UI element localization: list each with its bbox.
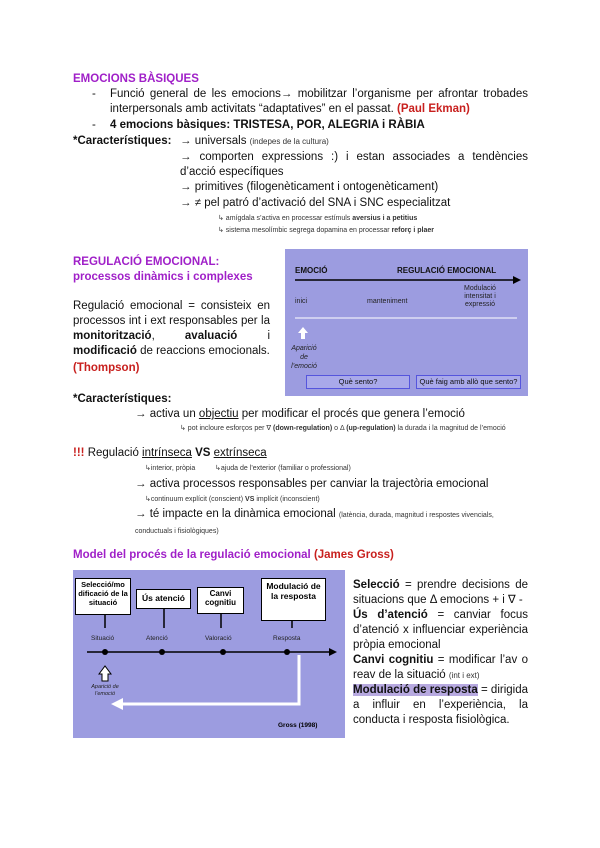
label-atencio: Atenció — [146, 635, 168, 642]
char-line2: → comporten expressions :) i estan associades a tendències d’acció específiques — [180, 151, 528, 178]
bullet-dash: - — [92, 88, 96, 100]
section3-heading: Model del procés de la regulació emocional (James Gross) — [73, 549, 394, 561]
char-sub1: ↳ amígdala s’activa en processar estímuls aversius i a petitius — [218, 215, 418, 222]
manteniment-label: manteniment — [367, 298, 408, 305]
char-label: *Característiques: — [73, 135, 172, 147]
up-arrow-icon — [298, 327, 308, 339]
aparicio-label: Aparició de l’emoció — [291, 345, 317, 370]
diagram-arrows — [285, 249, 528, 396]
section2-heading: REGULACIÓ EMOCIONAL: processos dinàmics i complexes — [73, 256, 253, 283]
label-resposta: Resposta — [273, 635, 301, 642]
gross-arrows — [73, 570, 345, 738]
label-valoracio: Valoració — [205, 635, 232, 642]
aparicio-label-2: Aparició de l’emoció — [91, 684, 119, 697]
definition: Regulació emocional = consisteix en processos int i ext responsables per la monitorització, avaluació i modificació de reaccions emocionals. — [73, 300, 270, 357]
emocio-label: EMOCIÓ — [295, 266, 328, 275]
modulacio-label: Modulació intensitat i expressió — [464, 285, 496, 308]
main-arrow-head — [513, 276, 521, 284]
que-sento-box: Què sento? — [306, 375, 410, 389]
reg-line1: → activa un objectiu per modificar el procés que genera l’emoció — [135, 408, 465, 420]
char-line3: → primitives (filogenèticament i ontogenèticament) — [180, 181, 439, 193]
step-canvi: Canvi cognitiu — [197, 587, 244, 614]
feedback-arrowhead — [111, 698, 123, 710]
bullet2: 4 emocions bàsiques: TRISTESA, POR, ALEGRIA i RÀBIA — [110, 119, 425, 131]
char-sub2: ↳ sistema mesolímbic segrega dopamina en processar reforç i plaer — [218, 227, 434, 234]
inici-label: inici — [295, 298, 308, 305]
thompson-author: (Thompson) — [73, 362, 140, 374]
label-situacio: Situació — [91, 635, 115, 642]
gross-model-diagram — [73, 570, 345, 738]
gross-citation: Gross (1998) — [278, 722, 318, 729]
section1-heading: EMOCIONS BÀSIQUES — [73, 73, 199, 85]
step-atencio: Ús atenció — [136, 589, 191, 609]
node-resposta — [284, 649, 290, 655]
timeline-arrowhead — [329, 648, 337, 656]
feedback-line — [121, 655, 299, 704]
up-arrow-icon — [99, 666, 111, 681]
que-faig-box: Què faig amb allò que sento? — [416, 375, 521, 389]
intrinsic-vs-extrinsic: !!! Regulació intrínseca VS extrínseca — [73, 447, 267, 459]
reg-line2: → activa processos responsables per canviar la trajectòria emocional — [135, 478, 489, 490]
char-line4: → ≠ pel patró d’activació del SNA i SNC especialitzat — [180, 197, 451, 209]
reg-line2-sub: ↳continuum explícit (conscient) VS implícit (inconscient) — [145, 496, 320, 503]
reg-line1-sub: ↳ pot incloure esforços per ∇ (down-regulation) o Δ (up-regulation) la durada i la magnitud de l’emoció — [180, 425, 506, 432]
extrinsic-sub: ↳ajuda de l’exterior (familiar o professional) — [215, 465, 351, 472]
char-line1: → universals (indepes de la cultura) — [180, 135, 329, 147]
gross-explanation: Selecció = prendre decisions de situacions que Δ emocions + i ∇ - Ús d’atenció = canviar focus d’atenció x influenciar experiència pròpia emocional Canvi cognitiu = modificar l’av o reav de la situació (int i ext) Modulació de resposta = dirigida a influir en l’experiència, la conducta i resposta fisiològica. — [353, 579, 529, 726]
node-valoracio — [220, 649, 226, 655]
step-modulacio: Modulació de la resposta — [261, 578, 326, 621]
node-atencio — [159, 649, 165, 655]
step-seleccio: Selecció/mo dificació de la situació — [75, 578, 131, 615]
bullet-dash: - — [92, 119, 96, 131]
regulation-diagram — [285, 249, 528, 396]
bullet1: Funció general de les emocions→ mobilitzar l’organisme per afrontar trobades interpersonals amb activitats “adaptatives” en el passat. (Paul Ekman) — [110, 88, 528, 115]
regulacio-label: REGULACIÓ EMOCIONAL — [397, 266, 497, 275]
intrinsic-sub: ↳interior, pròpia — [145, 465, 196, 472]
char-label-2: *Característiques: — [73, 393, 172, 405]
reg-line3: → té impacte en la dinàmica emocional (latència, durada, magnitud i respostes vivencials, conductuals i fisiològiques) — [135, 508, 494, 535]
node-situacio — [102, 649, 108, 655]
